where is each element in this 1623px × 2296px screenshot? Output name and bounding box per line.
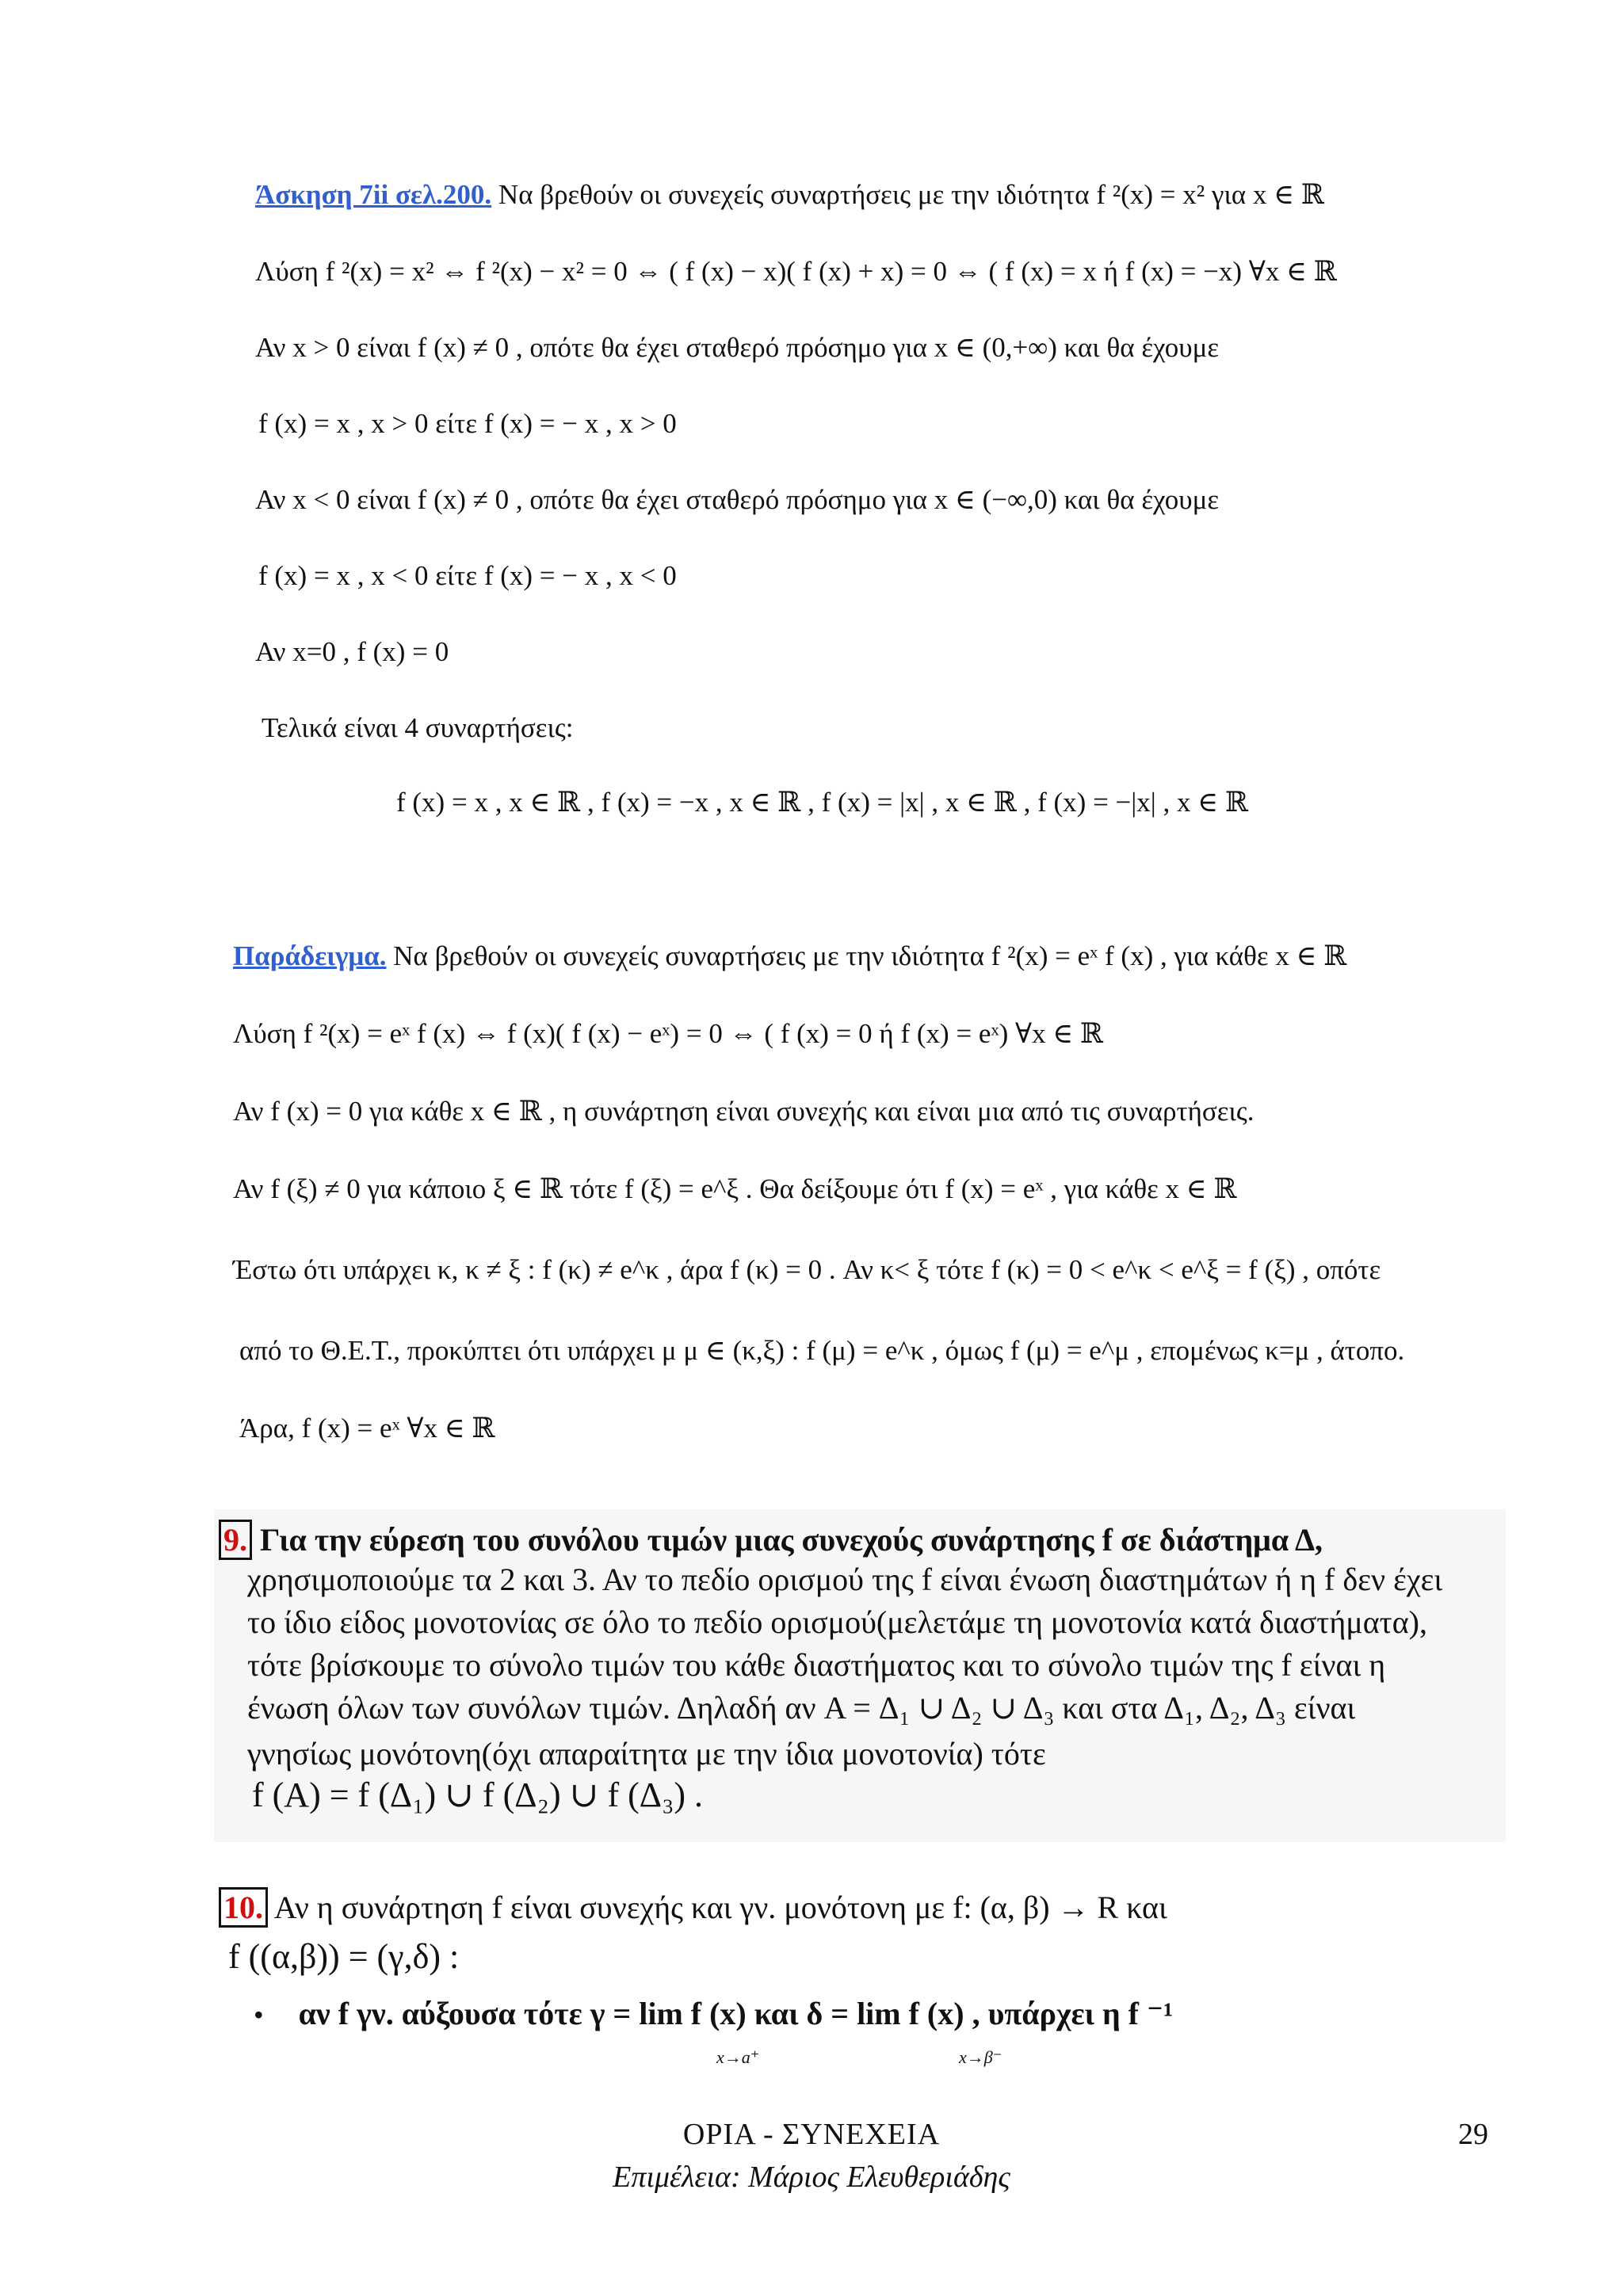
example-line-4: Αν f (ξ) ≠ 0 για κάποιο ξ ∈ ℝ τότε f (ξ) = e^ξ . Θα δείξουμε ότι f (x) = eˣ , για κάθε x ∈ ℝ [233,1173,1237,1204]
exercise-line-3: Αν x > 0 είναι f (x) ≠ 0 , οπότε θα έχει σταθερό πρόσημο για x ∈ (0,+∞) και θα έχουμε [255,332,1220,363]
section-10-text: Αν η συνάρτηση f είναι συνεχής και γν. μονότονη με f: (α, β) → R και [273,1890,1167,1925]
section-9-formula: f (A) = f (Δ₁) ∪ f (Δ₂) ∪ f (Δ₃) . [252,1775,704,1814]
section-10-bullet-text: αν f γν. αύξουσα τότε γ = lim f (x) και δ = lim f (x) , υπάρχει η f ⁻¹ [298,1996,1174,2031]
section-9-title: Για την εύρεση του συνόλου τιμών μιας συνεχούς συνάρτησης f σε διάστημα Δ, [260,1522,1323,1558]
footer-title: ΟΡΙΑ - ΣΥΝΕΧΕΙΑ [682,2118,941,2151]
section-9-line-6: γνησίως μονότονη(όχι απαραίτητα με την ίδια μονοτονία) τότε [247,1736,1046,1772]
section-10-line-1 [219,1889,1167,1927]
exercise-prompt: Να βρεθούν οι συνεχείς συναρτήσεις με την ιδιότητα f ²(x) = x² για x ∈ ℝ [498,179,1325,210]
example-solution: Λύση f ²(x) = eˣ f (x) ⇔ f (x)( f (x) − eˣ) = 0 ⇔ ( f (x) = 0 ή f (x) = eˣ) ∀x ∈ ℝ [233,1018,1104,1049]
section-9-line-2: χρησιμοποιούμε τα 2 και 3. Αν το πεδίο ορισμού της f είναι ένωση διαστημάτων ή η f δεν έχει [247,1562,1443,1597]
exercise-heading-link[interactable]: Άσκηση 7ii σελ.200. [255,179,492,210]
exercise-line-4: f (x) = x , x > 0 είτε f (x) = − x , x > 0 [258,408,677,439]
section-10-number: 10. [219,1887,268,1928]
page-number: 29 [1458,2118,1488,2151]
exercise-solution: Λύση f ²(x) = x² ⇔ f ²(x) − x² = 0 ⇔ ( f (x) − x)( f (x) + x) = 0 ⇔ ( f (x) = x ή f (x) = −x) ∀x ∈ ℝ [255,256,1337,287]
example-line-5: Έστω ότι υπάρχει κ, κ ≠ ξ : f (κ) ≠ e^κ , άρα f (κ) = 0 . Αν κ< ξ τότε f (κ) = 0 < e^κ < e^ξ = f (ξ) , οπότε [233,1254,1381,1285]
section-9-line-3: το ίδιο είδος μονοτονίας σε όλο το πεδίο ορισμού(μελετάμε τη μονοτονία κατά διαστήματα), [247,1604,1428,1640]
bullet-icon: • [254,1999,264,2031]
section-9-line-4: τότε βρίσκουμε το σύνολο τιμών του κάθε διαστήματος και το σύνολο τιμών της f είναι η [247,1647,1386,1683]
footer-author: Επιμέλεια: Μάριος Ελευθεριάδης [613,2161,1010,2194]
exercise-line-5: Αν x < 0 είναι f (x) ≠ 0 , οπότε θα έχει σταθερό πρόσημο για x ∈ (−∞,0) και θα έχουμε [255,484,1220,515]
section-9-line-1 [219,1521,1323,1559]
example-line-1 [233,940,1346,973]
section-10-formula: f ((α,β)) = (γ,δ) : [228,1937,460,1976]
exercise-line-1 [255,178,1324,212]
example-line-6: από το Θ.Ε.Τ., προκύπτει ότι υπάρχει μ μ ∈ (κ,ξ) : f (μ) = e^κ , όμως f (μ) = e^μ , επομένως κ=μ , άτοπο. [239,1335,1405,1366]
section-9-line-5: ένωση όλων των συνόλων τιμών. Δηλαδή αν A = Δ₁ ∪ Δ₂ ∪ Δ₃ και στα Δ₁, Δ₂, Δ₃ είναι [247,1690,1356,1726]
example-line-7: Άρα, f (x) = eˣ ∀x ∈ ℝ [239,1413,495,1444]
section-9-number: 9. [219,1520,252,1560]
example-prompt: Να βρεθούν οι συνεχείς συναρτήσεις με την ιδιότητα f ²(x) = eˣ f (x) , για κάθε x ∈ ℝ [393,940,1347,971]
limit-subscript-2: x→β⁻ [959,2047,1002,2067]
example-line-3: Αν f (x) = 0 για κάθε x ∈ ℝ , η συνάρτηση είναι συνεχής και είναι μια από τις συναρτήσεις. [233,1096,1254,1127]
limit-subscript-1: x→a⁺ [716,2047,760,2067]
exercise-line-6: f (x) = x , x < 0 είτε f (x) = − x , x < 0 [258,560,677,591]
exercise-line-8: Τελικά είναι 4 συναρτήσεις: [262,712,574,743]
exercise-line-7: Αν x=0 , f (x) = 0 [255,636,449,667]
example-heading-link[interactable]: Παράδειγμα. [233,940,387,971]
section-10-bullet-line [254,1995,1173,2033]
exercise-line-9: f (x) = x , x ∈ ℝ , f (x) = −x , x ∈ ℝ , f (x) = |x| , x ∈ ℝ , f (x) = −|x| , x ∈ ℝ [396,787,1249,818]
